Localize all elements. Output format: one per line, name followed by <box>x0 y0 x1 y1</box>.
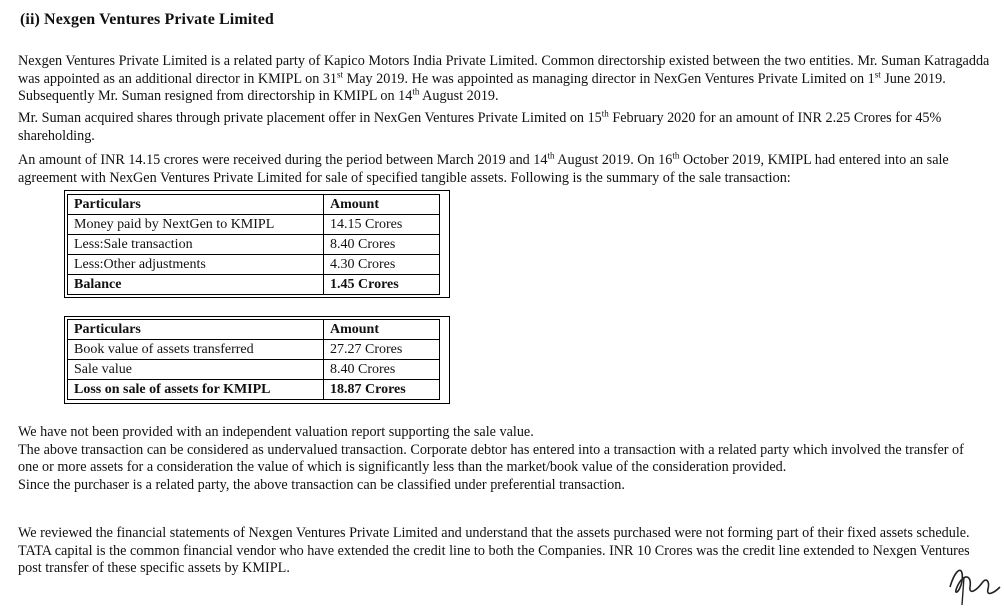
row-amount: 18.87 Crores <box>324 380 440 400</box>
table-total-row <box>68 380 440 400</box>
sale-summary-table <box>67 194 440 295</box>
row-particular: Less:Other adjustments <box>68 255 324 275</box>
text-line: Since the purchaser is a related party, the above transaction can be classified under preferential transaction. <box>18 476 625 493</box>
text-line: Nexgen Ventures Private Limited is a related party of Kapico Motors India Private Limited. Common directorship existed between the two entities. Mr. Suman Katragadda <box>18 53 990 69</box>
text-line: We reviewed the financial statements of Nexgen Ventures Private Limited and understand that the assets purchased were not forming part of their fixed assets schedule. <box>18 525 970 541</box>
paragraph-shares <box>18 110 1002 145</box>
header-particulars: Particulars <box>68 320 324 340</box>
row-amount: 1.45 Crores <box>324 275 440 295</box>
row-particular: Balance <box>68 275 324 295</box>
row-particular: Book value of assets transferred <box>68 340 324 360</box>
row-particular: Loss on sale of assets for KMIPL <box>68 380 324 400</box>
text-line: An amount of INR 14.15 crores were received during the period between March 2019 and 14th August 2019. On 16th October 2019, KMIPL had entered into an sale <box>18 150 949 168</box>
text-line: shareholding. <box>18 127 95 144</box>
text-line: post transfer of these specific assets by KMIPL. <box>18 560 290 577</box>
table-row <box>68 255 440 275</box>
row-particular: Less:Sale transaction <box>68 235 324 255</box>
table-header-row <box>68 320 440 340</box>
paragraph-valuation <box>18 424 1002 494</box>
paragraph-sale-agreement <box>18 152 1002 187</box>
row-amount: 14.15 Crores <box>324 215 440 235</box>
table-header-row <box>68 195 440 215</box>
row-particular: Money paid by NextGen to KMIPL <box>68 215 324 235</box>
text-line: TATA capital is the common financial vendor who have extended the credit line to both the Companies. INR 10 Crores was the credit line extended to Nexgen Ventures <box>18 542 970 559</box>
text-line: was appointed as an additional director in KMIPL on 31st May 2019. He was appointed as managing director in NexGen Ventures Private Limited on 1st June 2019. <box>18 68 946 87</box>
signature-icon <box>942 547 1002 607</box>
table-row <box>68 360 440 380</box>
text-line: We have not been provided with an independent valuation report supporting the sale value. <box>18 424 534 440</box>
text-line: one or more assets for a consideration the value of which is significantly less than the market/book value of the consideration provided. <box>18 459 787 476</box>
text-line: The above transaction can be considered as undervalued transaction. Corporate debtor has entered into a transaction with a related party which involved the transfer of <box>18 441 964 458</box>
text-line: agreement with NexGen Ventures Private Limited for sale of specified tangible assets. Following is the summary of the sale transaction: <box>18 169 791 186</box>
row-amount: 4.30 Crores <box>324 255 440 275</box>
paragraph-financial-statements <box>18 525 1002 578</box>
table-row <box>68 340 440 360</box>
row-amount: 8.40 Crores <box>324 360 440 380</box>
table-row <box>68 235 440 255</box>
header-amount: Amount <box>324 195 440 215</box>
header-particulars: Particulars <box>68 195 324 215</box>
row-particular: Sale value <box>68 360 324 380</box>
text-line: Subsequently Mr. Suman resigned from directorship in KMIPL on 14th August 2019. <box>18 86 499 105</box>
table-row <box>68 215 440 235</box>
row-amount: 27.27 Crores <box>324 340 440 360</box>
header-amount: Amount <box>324 320 440 340</box>
paragraph-related-party <box>18 53 1002 106</box>
asset-loss-table <box>67 319 440 400</box>
row-amount: 8.40 Crores <box>324 235 440 255</box>
section-heading: (ii) Nexgen Ventures Private Limited <box>20 11 274 28</box>
text-line: Mr. Suman acquired shares through private placement offer in NexGen Ventures Private Limited on 15th February 2020 for an amount of INR 2.25 Crores for 45% <box>18 108 942 126</box>
table-total-row <box>68 275 440 295</box>
